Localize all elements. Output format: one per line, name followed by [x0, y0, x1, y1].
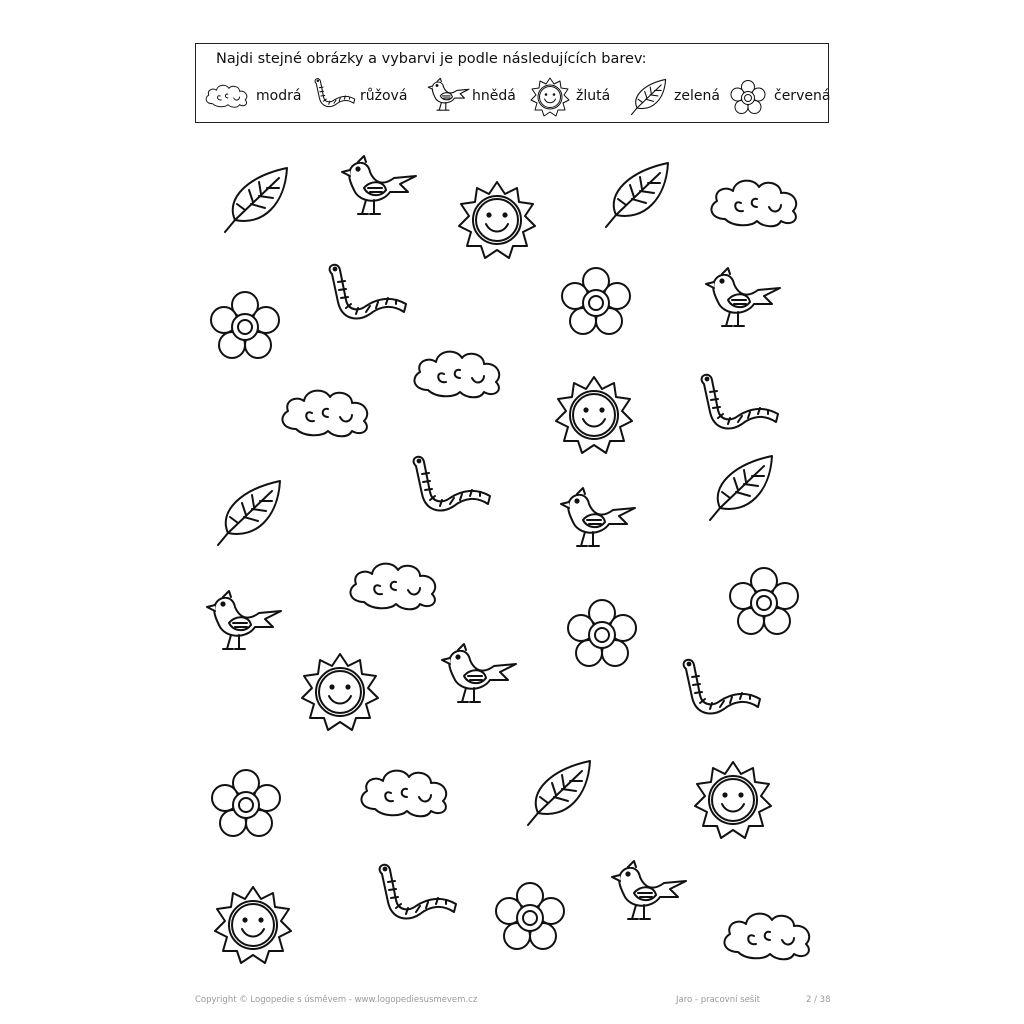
leaf-picture[interactable] [528, 761, 590, 825]
sun-picture[interactable] [459, 182, 535, 258]
bird-picture[interactable] [207, 591, 281, 649]
worm-picture[interactable] [414, 457, 490, 511]
legend-label: hnědá [472, 88, 516, 104]
bird-picture[interactable] [442, 644, 516, 702]
worm-picture[interactable] [702, 375, 778, 429]
flower-picture[interactable] [212, 770, 280, 836]
flower-picture[interactable] [496, 883, 564, 949]
worm-picture[interactable] [380, 865, 456, 919]
bird-picture[interactable] [706, 268, 780, 326]
leaf-picture[interactable] [218, 481, 280, 545]
cloud-picture[interactable] [711, 181, 796, 227]
flower-picture[interactable] [211, 292, 279, 358]
flower-picture[interactable] [568, 600, 636, 666]
cloud-picture[interactable] [282, 391, 367, 437]
cloud-picture[interactable] [414, 352, 499, 398]
legend-label: modrá [256, 88, 302, 104]
legend-label: růžová [360, 88, 408, 104]
leaf-picture[interactable] [606, 163, 668, 227]
legend-label: zelená [674, 88, 720, 104]
flower-picture[interactable] [730, 568, 798, 634]
flower-picture[interactable] [562, 268, 630, 334]
bird-picture[interactable] [342, 156, 416, 214]
legend-label: červená [774, 88, 831, 104]
footer-workbook-title: Jaro - pracovní sešit [676, 995, 760, 1005]
worm-picture[interactable] [684, 660, 760, 714]
footer-copyright: Copyright © Logopedie s úsměvem - www.logopediesusmevem.cz [195, 995, 478, 1005]
sun-picture[interactable] [695, 762, 771, 838]
sun-picture[interactable] [556, 377, 632, 453]
cloud-picture[interactable] [350, 564, 435, 610]
legend-label: žlutá [576, 88, 611, 104]
cloud-picture[interactable] [724, 914, 809, 960]
bird-picture[interactable] [612, 861, 686, 919]
leaf-picture[interactable] [225, 168, 287, 232]
sun-picture[interactable] [215, 887, 291, 963]
worm-picture[interactable] [330, 265, 406, 319]
leaf-picture[interactable] [710, 456, 772, 520]
instruction-text: Najdi stejné obrázky a vybarvi je podle následujících barev: [216, 51, 647, 67]
footer-page-number: 2 / 38 [806, 995, 831, 1005]
cloud-picture[interactable] [361, 771, 446, 817]
sun-picture[interactable] [302, 654, 378, 730]
bird-picture[interactable] [561, 488, 635, 546]
